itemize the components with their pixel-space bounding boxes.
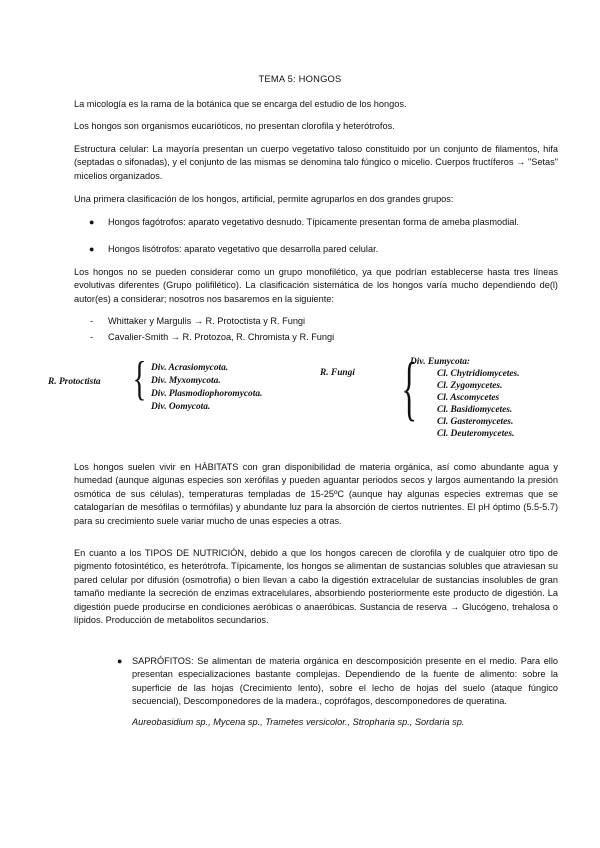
bullet-item-lisotrofos: Hongos lisótrofos: aparato vegetativo que desarrolla pared celular.: [108, 244, 379, 254]
paragraph-monofiletico: Los hongos no se pueden considerar como un grupo monofilético, ya que podrían establecerse hasta tres líneas evolutivas diferentes (Grupo polifilético). La clasificación sistemática de los hongos varía mucho dependiendo de(l) autor(es) a considerar; nosotros nos basaremos en la siguiente:: [74, 267, 558, 304]
dash-item-whittaker: Whittaker y Margulis → R. Protoctista y R. Fungi: [108, 316, 306, 326]
fungi-class-basidiomycetes: Cl. Basidiomycetes.: [437, 405, 513, 415]
protoctista-div-plasmodiophoromycota: Div. Plasmodiophoromycota.: [151, 389, 263, 399]
paragraph-nutricion: En cuanto a los TIPOS DE NUTRICIÓN, debido a que los hongos carecen de clorofila y de cualquier otro tipo de pigmento fotosintético, es heterótrofa. Típicamente, los hongos se alimentan de sustancias solubles que atraviesan su pared celular por difusión (osmotrofia) o bien llevan a cabo la digestión extracelular de sustancias insolubles de gran tamaño mediante la secreción de enzimas extracelulares, absorbiendo posteriormente este producto de digestión. La digestión puede producirse en condiciones aeróbicas o anaeróbicas. Sustancia de reserva → Glucógeno, trehalosa o lípidos. Producción de metabolitos secundarios.: [74, 548, 558, 626]
saprofitos-text: SAPRÓFITOS: Se alimentan de materia orgánica en descomposición presente en el medio. Para ello presentan especializaciones bastante complejas. Dependiendo de la fuente de alimento: sobre la superficie de las hojas (Crecimiento lento), sobre el lecho de hojas del suelo (ataque fúngico secuencial), Descomponedores de la madera., coprófagos, descomponedores de queratina.: [132, 656, 558, 707]
paragraph-organismos: Los hongos son organismos eucarióticos, no presentan clorofila y heterótrofos.: [74, 121, 395, 131]
brace-icon: {: [132, 352, 147, 405]
protoctista-div-acrasiomycota: [151, 362, 228, 375]
fungi-class-zygomycetes: Cl. Zygomycetes.: [437, 381, 503, 391]
brace-icon: {: [401, 348, 418, 428]
protoctista-div-oomycota: Div. Oomycota.: [151, 402, 211, 412]
dash-marker: -: [90, 316, 94, 326]
div-name: Div. Acrasiomycota.: [151, 363, 229, 373]
fungi-class-gasteromycetes: Cl. Gasteromycetes.: [437, 417, 514, 427]
bullet-item-fagotrofos: Hongos fagótrofos: aparato vegetativo desnudo. Típicamente presentan forma de ameba plasmodial.: [108, 217, 519, 227]
paragraph-micologia: La micología es la rama de la botánica que se encarga del estudio de los hongos.: [74, 99, 407, 109]
dash-marker: -: [90, 332, 94, 342]
paragraph-habitats: Los hongos suelen vivir en HÁBITATS con gran disponibilidad de materia orgánica, así como abundante agua y humedad (aunque algunas especies son xerófilas y pueden aguantar periodos secos y largos aumentando la presión osmótica de sus células), temperaturas templadas de 15-25ºC (aunque hay algunas especies extremas que se catalogarían de mesófilas o termófilas) y abundante luz para la absorción de ciertos nutrientes. El pH óptimo (5.5-5.7) para su crecimiento suele variar mucho de unas especies a otras.: [74, 462, 558, 526]
protoctista-label: R. Protoctista: [48, 377, 101, 387]
fungi-div-eumycota: Div. Eumycota:: [410, 357, 471, 367]
page-title: TEMA 5: HONGOS: [258, 73, 342, 84]
protoctista-div-myxomycota: Div. Myxomycota.: [151, 376, 221, 386]
fungi-class-ascomycetes: Cl. Ascomycetes: [437, 393, 500, 403]
bullet-icon: ●: [89, 217, 95, 227]
fungi-class-chytridiomycetes: Cl. Chytridiomycetes.: [437, 369, 520, 379]
paragraph-estructura: Estructura celular: La mayoría presentan un cuerpo vegetativo taloso constituido por un conjunto de filamentos, hifa (septadas o sifonadas), y el conjunto de las mismas se denomina talo fúngico o micelio. Cuerpos fructíferos → "Setas" micelios organizados.: [74, 144, 558, 181]
bullet-icon: ●: [89, 244, 95, 254]
fungi-label: R. Fungi: [320, 368, 355, 378]
bullet-icon: ●: [117, 656, 123, 666]
saprofitos-examples: Aureobasidium sp., Mycena sp., Trametes versicolor., Stropharia sp., Sordaria sp.: [132, 717, 465, 727]
dash-item-cavalier: Cavalier-Smith → R. Protozoa, R. Chromista y R. Fungi: [108, 332, 335, 342]
fungi-class-deuteromycetes: Cl. Deuteromycetes.: [437, 429, 515, 439]
paragraph-clasificacion: Una primera clasificación de los hongos, artificial, permite agruparlos en dos grandes grupos:: [74, 194, 454, 204]
